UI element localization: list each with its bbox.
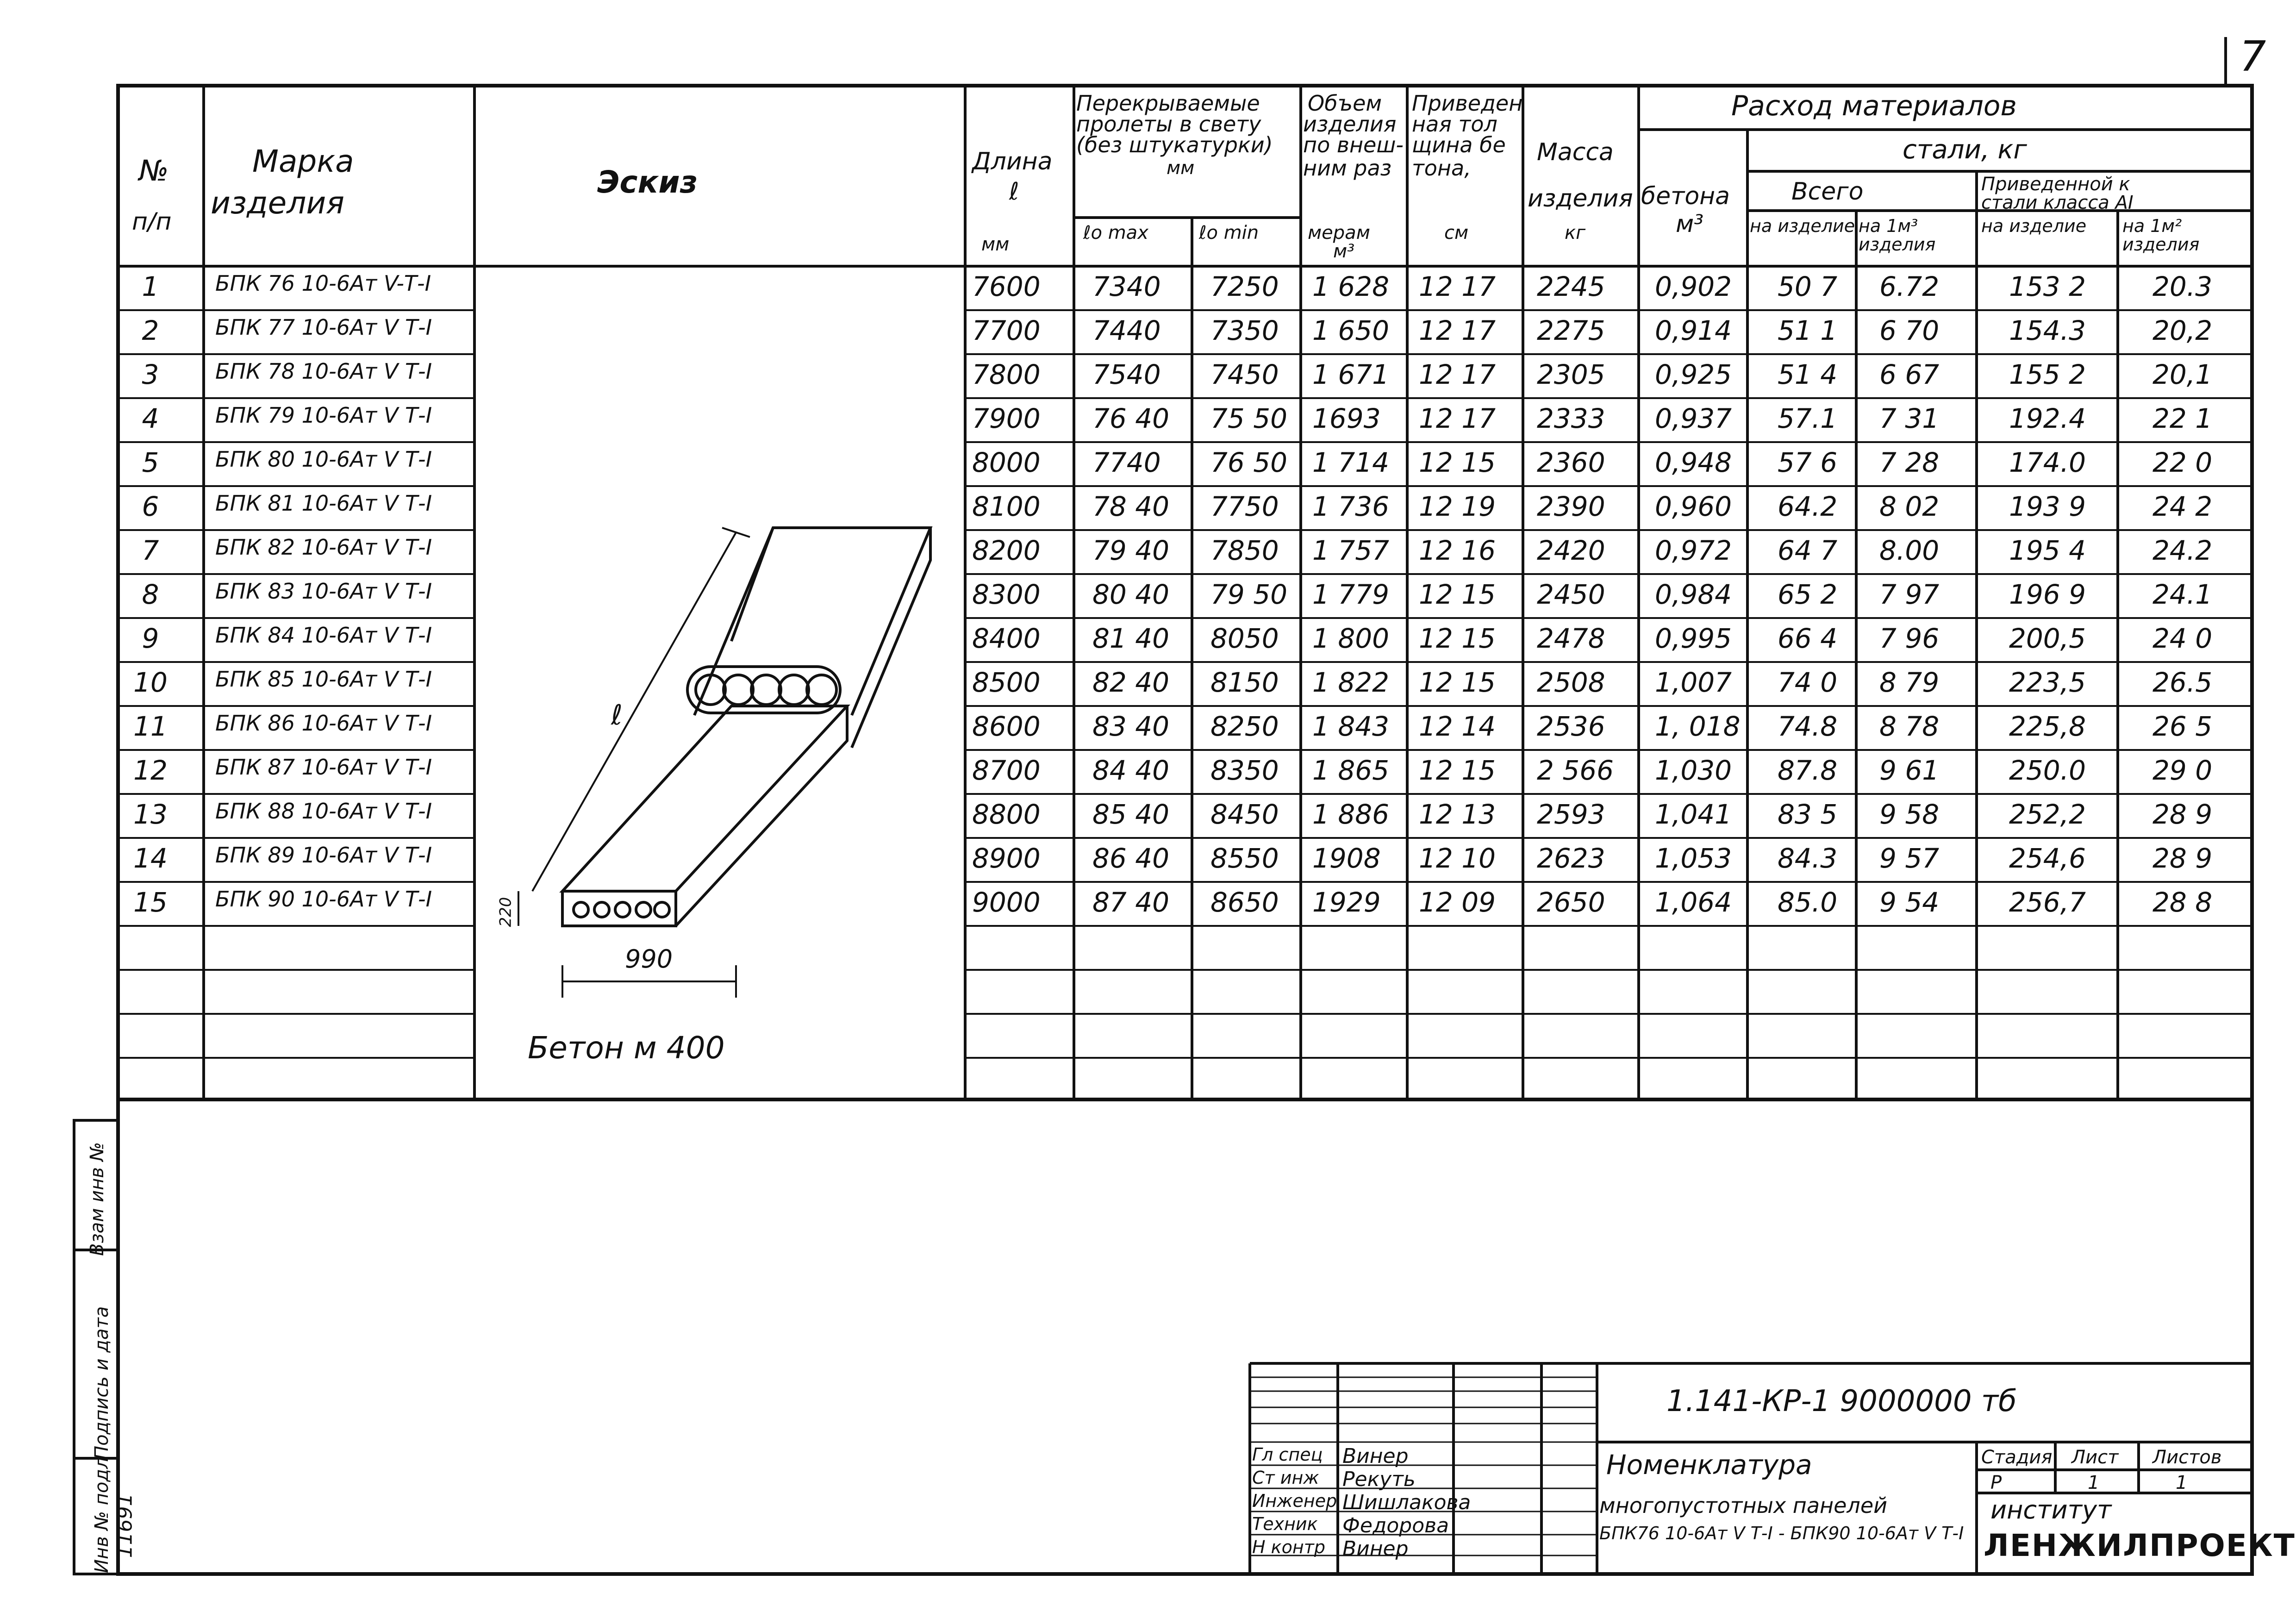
header-thick-4: тона, [1412,156,1471,181]
cell-mark: БПК 81 10-6Ат V Т-I [215,491,432,516]
institute-name: ЛЕНЖИЛПРОЕКТ [1984,1528,2296,1563]
cell-len: 8700 [972,755,1041,786]
cell-st: 84.3 [1778,843,1838,874]
cell-len: 7700 [972,315,1041,346]
cell-mass: 2275 [1537,315,1605,346]
cell-mark: БПК 80 10-6Ат V Т-I [215,447,432,472]
cell-conc: 0,925 [1655,359,1732,390]
stage-label: Стадия [1981,1447,2053,1468]
cell-n: 10 [133,667,168,698]
cell-len: 7600 [972,271,1041,302]
cell-min: 7750 [1210,491,1279,522]
cell-mark: БПК 79 10-6Ат V Т-I [215,403,432,428]
cell-thick: 12 17 [1419,271,1496,302]
cell-n: 5 [142,447,159,478]
cell-mass: 2333 [1537,403,1605,434]
cell-rd: 192.4 [2009,403,2086,434]
cell-conc: 1,007 [1655,667,1732,698]
cell-mass: 2305 [1537,359,1605,390]
cell-len: 8600 [972,711,1041,742]
cell-conc: 0,972 [1655,535,1732,566]
cell-n: 1 [142,271,159,302]
cell-max: 84 40 [1092,755,1170,786]
sketch-height-label: 220 [496,897,515,927]
cell-mark: БПК 86 10-6Ат V Т-I [215,711,432,736]
cell-min: 7250 [1210,271,1279,302]
cell-mass: 2420 [1537,535,1605,566]
cell-thick: 12 17 [1419,359,1496,390]
sheets-value: 1 [2176,1472,2188,1493]
cell-st: 57.1 [1778,403,1838,434]
cell-vol: 1 714 [1312,447,1390,478]
cell-stm: 8 02 [1879,491,1940,522]
cell-mass: 2245 [1537,271,1605,302]
cell-len: 8200 [972,535,1041,566]
header-mass-2: изделия [1528,185,1633,212]
header-concrete-2: м³ [1676,210,1704,238]
cell-rd: 196 9 [2009,579,2086,610]
header-mark: Марка [252,144,354,179]
cell-len: 8800 [972,799,1041,830]
cell-rdm: 28 9 [2152,843,2213,874]
cell-thick: 12 14 [1419,711,1496,742]
cell-min: 8650 [1210,887,1279,918]
cell-vol: 1 886 [1312,799,1390,830]
cell-conc: 1,053 [1655,843,1732,874]
cell-n: 11 [133,711,168,742]
institute-label: институт [1990,1495,2112,1524]
cell-len: 7800 [972,359,1041,390]
cell-conc: 0,984 [1655,579,1732,610]
cell-stm: 9 54 [1879,887,1940,918]
header-sketch: Эскиз [597,164,698,200]
cell-n: 3 [142,359,159,390]
cell-mass: 2536 [1537,711,1605,742]
cell-mark: БПК 76 10-6Ат V-Т-I [215,271,431,296]
cell-len: 8300 [972,579,1041,610]
role-label: Н контр [1252,1537,1325,1557]
cell-conc: 0,902 [1655,271,1732,302]
cell-rdm: 24.1 [2152,579,2213,610]
cell-rd: 200,5 [2009,623,2086,654]
cell-rdm: 28 9 [2152,799,2213,830]
cell-rdm: 20,1 [2152,359,2213,390]
cell-min: 8450 [1210,799,1279,830]
cell-vol: 1 650 [1312,315,1390,346]
cell-n: 7 [142,535,159,566]
cell-st: 65 2 [1778,579,1838,610]
cell-rd: 225,8 [2009,711,2086,742]
role-name: Федорова [1342,1514,1449,1537]
cell-n: 12 [133,755,168,786]
sheet-value: 1 [2088,1472,2100,1493]
cell-thick: 12 13 [1419,799,1496,830]
cell-st: 57 6 [1778,447,1838,478]
header-spans-2: пролеты в свету [1076,112,1261,137]
cell-mass: 2360 [1537,447,1605,478]
cell-thick: 12 10 [1419,843,1496,874]
cell-mass: 2623 [1537,843,1605,874]
cell-conc: 0,914 [1655,315,1732,346]
cell-thick: 12 15 [1419,447,1496,478]
header-reduced-m2: на 1м² изделия [2122,216,2200,255]
header-per-m3: на 1м³ изделия [1859,216,1936,255]
cell-stm: 6.72 [1879,271,1940,302]
cell-min: 8250 [1210,711,1279,742]
cell-len: 8500 [972,667,1041,698]
cell-mark: БПК 85 10-6Ат V Т-I [215,667,432,692]
cell-max: 82 40 [1092,667,1170,698]
cell-mark: БПК 78 10-6Ат V Т-I [215,359,432,384]
stage-value: Р [1990,1472,2002,1493]
cell-vol: 1908 [1312,843,1381,874]
cell-stm: 8 78 [1879,711,1940,742]
cell-mass: 2 566 [1537,755,1614,786]
cell-rdm: 26.5 [2152,667,2213,698]
cell-rd: 250.0 [2009,755,2086,786]
cell-mark: БПК 87 10-6Ат V Т-I [215,755,432,780]
cell-thick: 12 09 [1419,887,1496,918]
cell-conc: 1, 018 [1655,711,1741,742]
cell-len: 9000 [972,887,1041,918]
cell-rdm: 22 0 [2152,447,2213,478]
description-line-2: многопустотных панелей [1599,1493,1888,1518]
cell-mark: БПК 77 10-6Ат V Т-I [215,315,432,340]
cell-max: 79 40 [1092,535,1170,566]
cell-mark: БПК 83 10-6Ат V Т-I [215,579,432,604]
cell-max: 78 40 [1092,491,1170,522]
cell-rd: 223,5 [2009,667,2086,698]
cell-rdm: 24 0 [2152,623,2213,654]
cell-stm: 8.00 [1879,535,1940,566]
cell-n: 6 [142,491,159,522]
cell-vol: 1 779 [1312,579,1390,610]
cell-rd: 174.0 [2009,447,2086,478]
cell-vol: 1 843 [1312,711,1390,742]
header-reduced-1: Приведенной к [1981,174,2130,195]
cell-conc: 1,041 [1655,799,1732,830]
cell-rdm: 20,2 [2152,315,2213,346]
cell-vol: 1 865 [1312,755,1390,786]
header-thick-2: ная тол [1412,112,1497,137]
stamp-inv-original: Инв № подл [91,1457,112,1573]
cell-max: 76 40 [1092,403,1170,434]
cell-max: 85 40 [1092,799,1170,830]
cell-min: 7850 [1210,535,1279,566]
header-steel: стали, кг [1903,135,2027,165]
cell-vol: 1 628 [1312,271,1390,302]
cell-n: 2 [142,315,159,346]
sketch-length-label: ℓ [611,699,623,731]
header-thick-3: щина бе [1412,132,1506,157]
header-length: Длина [972,148,1053,175]
cell-thick: 12 15 [1419,667,1496,698]
cell-vol: 1693 [1312,403,1381,434]
cell-max: 7740 [1092,447,1161,478]
header-spans-3: (без штукатурки) [1076,132,1273,157]
cell-stm: 7 96 [1879,623,1940,654]
cell-conc: 0,960 [1655,491,1732,522]
cell-st: 66 4 [1778,623,1838,654]
cell-mark: БПК 84 10-6Ат V Т-I [215,623,432,648]
header-spans-min: ℓo min [1199,222,1259,244]
cell-n: 14 [133,843,168,874]
cell-min: 8550 [1210,843,1279,874]
cell-rd: 252,2 [2009,799,2086,830]
cell-rdm: 28 8 [2152,887,2213,918]
role-name: Винер [1342,1444,1409,1468]
cell-rd: 155 2 [2009,359,2086,390]
cell-stm: 6 67 [1879,359,1940,390]
cell-thick: 12 15 [1419,579,1496,610]
cell-min: 7350 [1210,315,1279,346]
role-name: Винер [1342,1537,1409,1561]
sheets-label: Листов [2152,1447,2222,1468]
cell-len: 8400 [972,623,1041,654]
cell-rd: 195 4 [2009,535,2086,566]
cell-st: 85.0 [1778,887,1838,918]
cell-rdm: 22 1 [2152,403,2213,434]
cell-max: 87 40 [1092,887,1170,918]
cell-n: 15 [133,887,168,918]
cell-len: 8100 [972,491,1041,522]
cell-stm: 9 61 [1879,755,1940,786]
description-line-1: Номенклатура [1606,1449,1812,1480]
header-thick-1: Приведен [1412,91,1523,116]
cell-st: 50 7 [1778,271,1838,302]
cell-mass: 2593 [1537,799,1605,830]
cell-thick: 12 17 [1419,403,1496,434]
header-volume-3: по внеш- [1303,132,1404,157]
role-label: Техник [1252,1514,1318,1534]
cell-len: 8900 [972,843,1041,874]
cell-min: 76 50 [1210,447,1288,478]
cell-rd: 153 2 [2009,271,2086,302]
cell-st: 64 7 [1778,535,1838,566]
cell-max: 83 40 [1092,711,1170,742]
cell-conc: 1,064 [1655,887,1732,918]
role-name: Шишлакова [1342,1491,1471,1514]
cell-conc: 1,030 [1655,755,1732,786]
cell-min: 7450 [1210,359,1279,390]
cell-rdm: 26 5 [2152,711,2213,742]
cell-mark: БПК 82 10-6Ат V Т-I [215,535,432,560]
cell-mass: 2450 [1537,579,1605,610]
header-volume-1: Объем [1308,91,1382,116]
header-volume-5: мерам [1308,222,1370,244]
cell-thick: 12 15 [1419,755,1496,786]
cell-thick: 12 17 [1419,315,1496,346]
cell-rdm: 20.3 [2152,271,2213,302]
cell-st: 51 4 [1778,359,1838,390]
header-reduced-2: стали класса АI [1981,192,2134,213]
cell-thick: 12 16 [1419,535,1496,566]
cell-n: 4 [142,403,159,434]
cell-rd: 193 9 [2009,491,2086,522]
header-mass-1: Масса [1537,138,1614,166]
cell-stm: 7 28 [1879,447,1940,478]
header-length-symbol: ℓ [1009,178,1019,206]
cell-max: 7340 [1092,271,1161,302]
cell-stm: 9 58 [1879,799,1940,830]
cell-conc: 0,948 [1655,447,1732,478]
role-label: Инженер [1252,1491,1337,1511]
cell-rdm: 24 2 [2152,491,2213,522]
header-spans-unit: мм [1167,157,1195,179]
cell-min: 79 50 [1210,579,1288,610]
header-mark-sub: изделия [211,185,345,221]
header-volume-2: изделия [1303,112,1397,137]
header-length-unit: мм [981,234,1010,255]
cell-stm: 9 57 [1879,843,1940,874]
cell-max: 81 40 [1092,623,1170,654]
sheet-label: Лист [2071,1447,2119,1468]
cell-mass: 2478 [1537,623,1605,654]
cell-st: 64.2 [1778,491,1838,522]
description-line-3: БПК76 10-6Ат V Т-I - БПК90 10-6Ат V Т-I [1599,1523,1964,1543]
header-total: Всего [1791,178,1864,206]
document-code: 1.141-КР-1 9000000 тб [1666,1384,2017,1418]
cell-stm: 7 31 [1879,403,1940,434]
cell-rd: 256,7 [2009,887,2086,918]
role-label: Ст инж [1252,1468,1319,1488]
cell-st: 51 1 [1778,315,1838,346]
cell-thick: 12 19 [1419,491,1496,522]
cell-stm: 8 79 [1879,667,1940,698]
cell-min: 8050 [1210,623,1279,654]
cell-mark: БПК 90 10-6Ат V Т-I [215,887,432,912]
cell-min: 75 50 [1210,403,1288,434]
cell-thick: 12 15 [1419,623,1496,654]
cell-n: 13 [133,799,168,830]
header-concrete-1: бетона [1641,182,1730,210]
cell-min: 8150 [1210,667,1279,698]
cell-vol: 1 757 [1312,535,1390,566]
stamp-sign-date: Подпись и дата [91,1306,112,1460]
cell-rdm: 24.2 [2152,535,2213,566]
cell-vol: 1929 [1312,887,1381,918]
cell-st: 74.8 [1778,711,1838,742]
cell-n: 9 [142,623,159,654]
header-reduced-item: на изделие [1981,216,2087,236]
sketch-width-label: 990 [625,944,673,974]
header-volume-6: м³ [1333,241,1355,262]
cell-mark: БПК 89 10-6Ат V Т-I [215,843,432,868]
role-label: Гл спец [1252,1444,1323,1465]
stamp-inv-value: 11691 [113,1493,137,1558]
header-per-item: на изделие [1750,216,1855,236]
page-number: 7 [2240,32,2266,81]
cell-max: 80 40 [1092,579,1170,610]
header-spans-1: Перекрываемые [1076,91,1260,116]
cell-stm: 7 97 [1879,579,1940,610]
cell-conc: 0,995 [1655,623,1732,654]
header-mass-3: кг [1565,222,1586,244]
cell-vol: 1 671 [1312,359,1390,390]
header-thick-5: см [1444,222,1469,244]
cell-len: 8000 [972,447,1041,478]
cell-mass: 2508 [1537,667,1605,698]
cell-len: 7900 [972,403,1041,434]
header-num: № [139,154,169,187]
cell-rdm: 29 0 [2152,755,2213,786]
cell-vol: 1 736 [1312,491,1390,522]
cell-mass: 2390 [1537,491,1605,522]
cell-stm: 6 70 [1879,315,1940,346]
cell-vol: 1 822 [1312,667,1390,698]
cell-st: 83 5 [1778,799,1838,830]
cell-st: 87.8 [1778,755,1838,786]
cell-mass: 2650 [1537,887,1605,918]
cell-max: 7540 [1092,359,1161,390]
cell-conc: 0,937 [1655,403,1732,434]
header-num-sub: п/п [132,208,172,236]
cell-max: 86 40 [1092,843,1170,874]
cell-mark: БПК 88 10-6Ат V Т-I [215,799,432,824]
cell-max: 7440 [1092,315,1161,346]
cell-n: 8 [142,579,159,610]
concrete-grade-note: Бетон м 400 [528,1030,725,1066]
header-materials: Расход материалов [1731,90,2017,122]
cell-st: 74 0 [1778,667,1838,698]
stamp-inv-replace: Взам инв № [87,1142,108,1256]
header-volume-4: ним раз [1303,156,1392,181]
header-spans-max: ℓo max [1083,222,1148,244]
cell-vol: 1 800 [1312,623,1390,654]
cell-rd: 254,6 [2009,843,2086,874]
role-name: Рекуть [1342,1468,1416,1491]
cell-rd: 154.3 [2009,315,2086,346]
cell-min: 8350 [1210,755,1279,786]
